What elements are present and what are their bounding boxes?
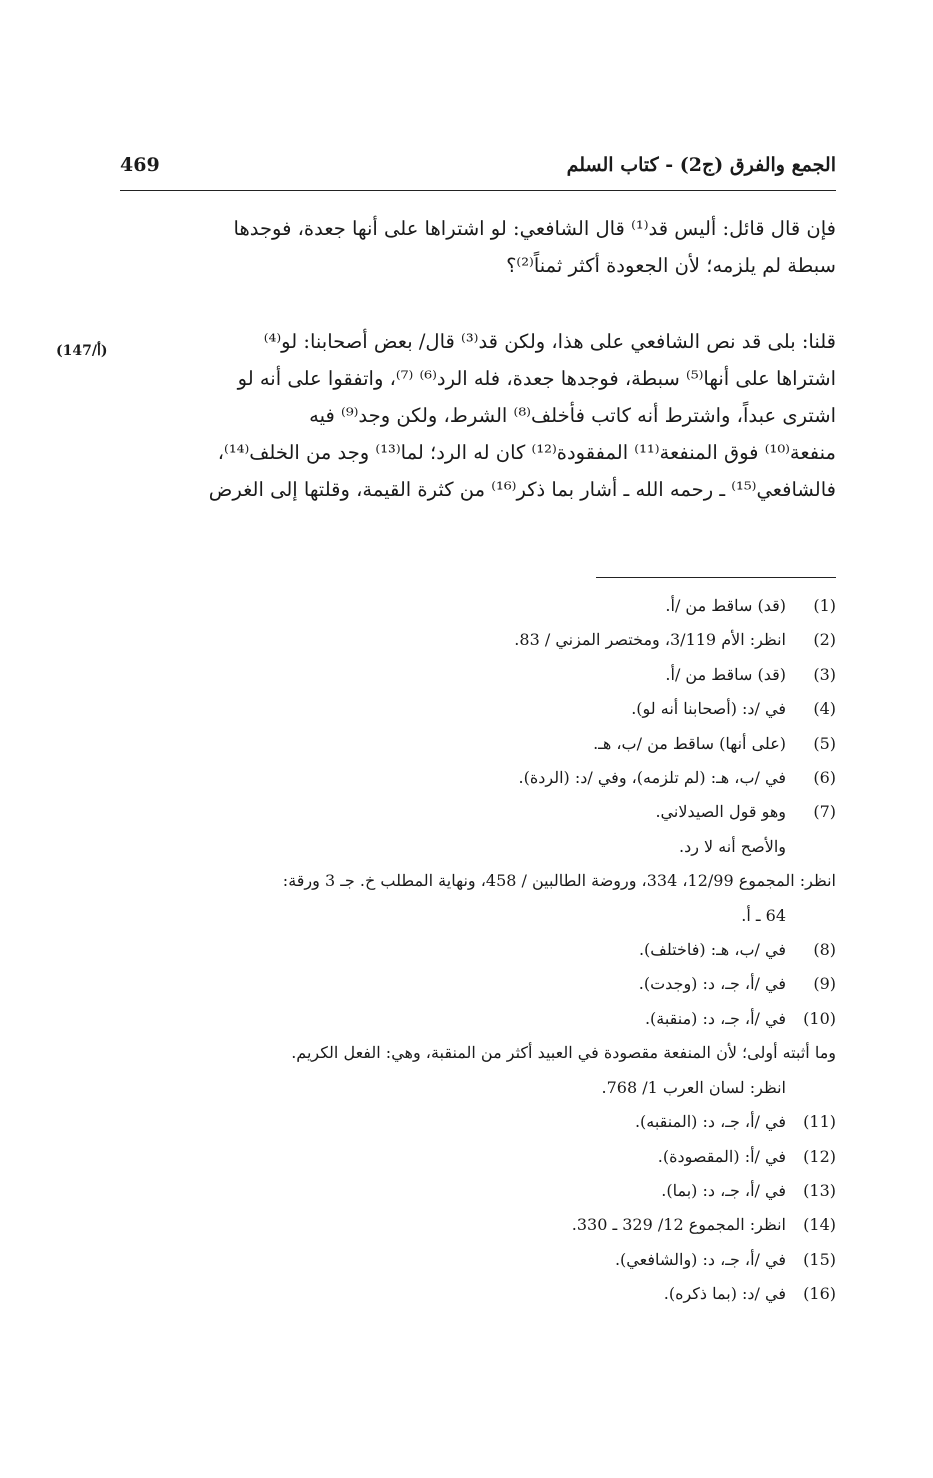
paragraph-1 xyxy=(120,210,836,284)
footnote-continuation: انظر: لسان العرب 1/ 768. xyxy=(601,1077,786,1097)
footnote xyxy=(120,830,836,864)
footnote-number: (10) xyxy=(803,1008,836,1028)
footnote xyxy=(120,623,836,657)
footnote xyxy=(120,761,836,795)
footnote-text: في /د: (بما ذكره). xyxy=(663,1284,786,1304)
footnote xyxy=(120,899,836,933)
footnote-text: في /ب، هـ: (فاختلف). xyxy=(638,940,786,960)
footnote-number: (15) xyxy=(803,1249,836,1269)
footnotes xyxy=(120,589,836,1312)
footnote-text: في /أ: (المقصودة). xyxy=(657,1146,786,1166)
paragraph-2-line-2: اشتراها على أنها⁽⁵⁾ سبطة، فوجدها جعدة، فله الرد⁽⁶⁾ ⁽⁷⁾، واتفقوا على أنه لو xyxy=(237,367,836,390)
footnote-text: في /أ، جـ، د: (المنقبه). xyxy=(634,1112,786,1132)
footnote-continuation: 64 ـ أ. xyxy=(741,905,786,925)
footnote-number: (7) xyxy=(813,802,836,822)
footnote xyxy=(120,795,836,829)
footnote xyxy=(120,692,836,726)
footnote xyxy=(120,727,836,761)
footnote-text: انظر: المجموع 12/ 329 ـ 330. xyxy=(571,1215,786,1235)
page-number: 469 xyxy=(120,154,160,176)
footnote-text: انظر: الأم 3/119، ومختصر المزني / 83. xyxy=(514,630,786,650)
footnote-number: (5) xyxy=(813,733,836,753)
footnote-number: (11) xyxy=(803,1112,836,1132)
footnote-text: في /أ، جـ، د: (منقبة). xyxy=(644,1008,786,1028)
footnote xyxy=(120,1140,836,1174)
footnote xyxy=(120,658,836,692)
footnote-text: (قد) ساقط من /أ. xyxy=(665,596,786,615)
footnote xyxy=(120,1243,836,1277)
running-title: الجمع والفرق (ج2) - كتاب السلم xyxy=(566,154,836,176)
footnote-text: (على أنها) ساقط من /ب، هـ. xyxy=(593,733,786,753)
footnote xyxy=(120,589,836,623)
paragraph-2-line-3: اشترى عبداً، واشترط أنه كاتب فأخلف⁽⁸⁾ الشرط، ولكن وجد⁽⁹⁾ فيه xyxy=(309,404,836,427)
footnote-divider xyxy=(596,577,836,578)
paragraph-1-line-2: سبطة لم يلزمه؛ لأن الجعودة أكثر ثمناً⁽²⁾؟ xyxy=(506,254,836,277)
paragraph-2-line-4: منفعة⁽¹⁰⁾ فوق المنفعة⁽¹¹⁾ المفقودة⁽¹²⁾ كان له الرد؛ لما⁽¹³⁾ وجد من الخلف⁽¹⁴⁾، xyxy=(217,441,836,464)
footnote-number: (6) xyxy=(813,768,836,788)
paragraph-2-line-5: فالشافعي⁽¹⁵⁾ ـ رحمه الله ـ أشار بما ذكر⁽¹⁶⁾ من كثرة القيمة، وقلتها إلى الغرض xyxy=(208,478,836,501)
footnote-text: في /أ، جـ، د: (والشافعي). xyxy=(614,1249,786,1269)
margin-folio-note: (147/أ) xyxy=(56,343,108,359)
footnote-text: وهو قول الصيدلاني. xyxy=(655,802,786,822)
footnote xyxy=(120,1208,836,1242)
footnote-number: (9) xyxy=(813,974,836,994)
footnote-continuation: وما أثبته أولى؛ لأن المنفعة مقصودة في العبيد أكثر من المنقبة، وهي: الفعل الكريم. xyxy=(291,1043,836,1063)
footnote-text: في /ب، هـ: (لم تلزمه)، وفي /د: (الردة). xyxy=(518,768,786,788)
paragraph-1-line-1: فإن قال قائل: أليس قد⁽¹⁾ قال الشافعي: لو اشتراها على أنها جعدة، فوجدها xyxy=(233,217,836,240)
footnote xyxy=(120,933,836,967)
header-divider xyxy=(120,190,836,191)
paragraph-2 xyxy=(120,323,836,508)
footnote xyxy=(120,1277,836,1311)
footnote-continuation: والأصح أنه لا رد. xyxy=(678,836,786,856)
footnote-number: (14) xyxy=(803,1215,836,1235)
footnote-number: (4) xyxy=(813,699,836,719)
footnote-number: (1) xyxy=(813,596,836,615)
page-header xyxy=(120,146,836,186)
footnote-continuation: انظر: المجموع 12/99، 334، وروضة الطالبين / 458، ونهاية المطلب خ. جـ 3 ورقة: xyxy=(282,871,836,891)
footnote-number: (3) xyxy=(813,664,836,684)
footnote-number: (2) xyxy=(813,630,836,650)
footnote-text: في /أ، جـ، د: (بما). xyxy=(661,1180,786,1200)
footnote xyxy=(120,1002,836,1036)
footnote-number: (16) xyxy=(803,1284,836,1304)
footnote xyxy=(120,864,836,898)
footnote xyxy=(120,967,836,1001)
footnote-number: (12) xyxy=(803,1146,836,1166)
footnote-number: (13) xyxy=(803,1180,836,1200)
footnote xyxy=(120,1036,836,1070)
footnote-number: (8) xyxy=(813,940,836,960)
footnote xyxy=(120,1105,836,1139)
footnote-text: في /د: (أصحابنا أنه لو). xyxy=(631,699,786,719)
footnote-text: (قد) ساقط من /أ. xyxy=(665,664,786,684)
footnote xyxy=(120,1174,836,1208)
footnote-text: في /أ، جـ، د: (وجدت). xyxy=(638,974,786,994)
footnote xyxy=(120,1071,836,1105)
paragraph-2-line-1: قلنا: بلى قد نص الشافعي على هذا، ولكن قد⁽³⁾ قال/ بعض أصحابنا: لو⁽⁴⁾ xyxy=(263,330,836,353)
